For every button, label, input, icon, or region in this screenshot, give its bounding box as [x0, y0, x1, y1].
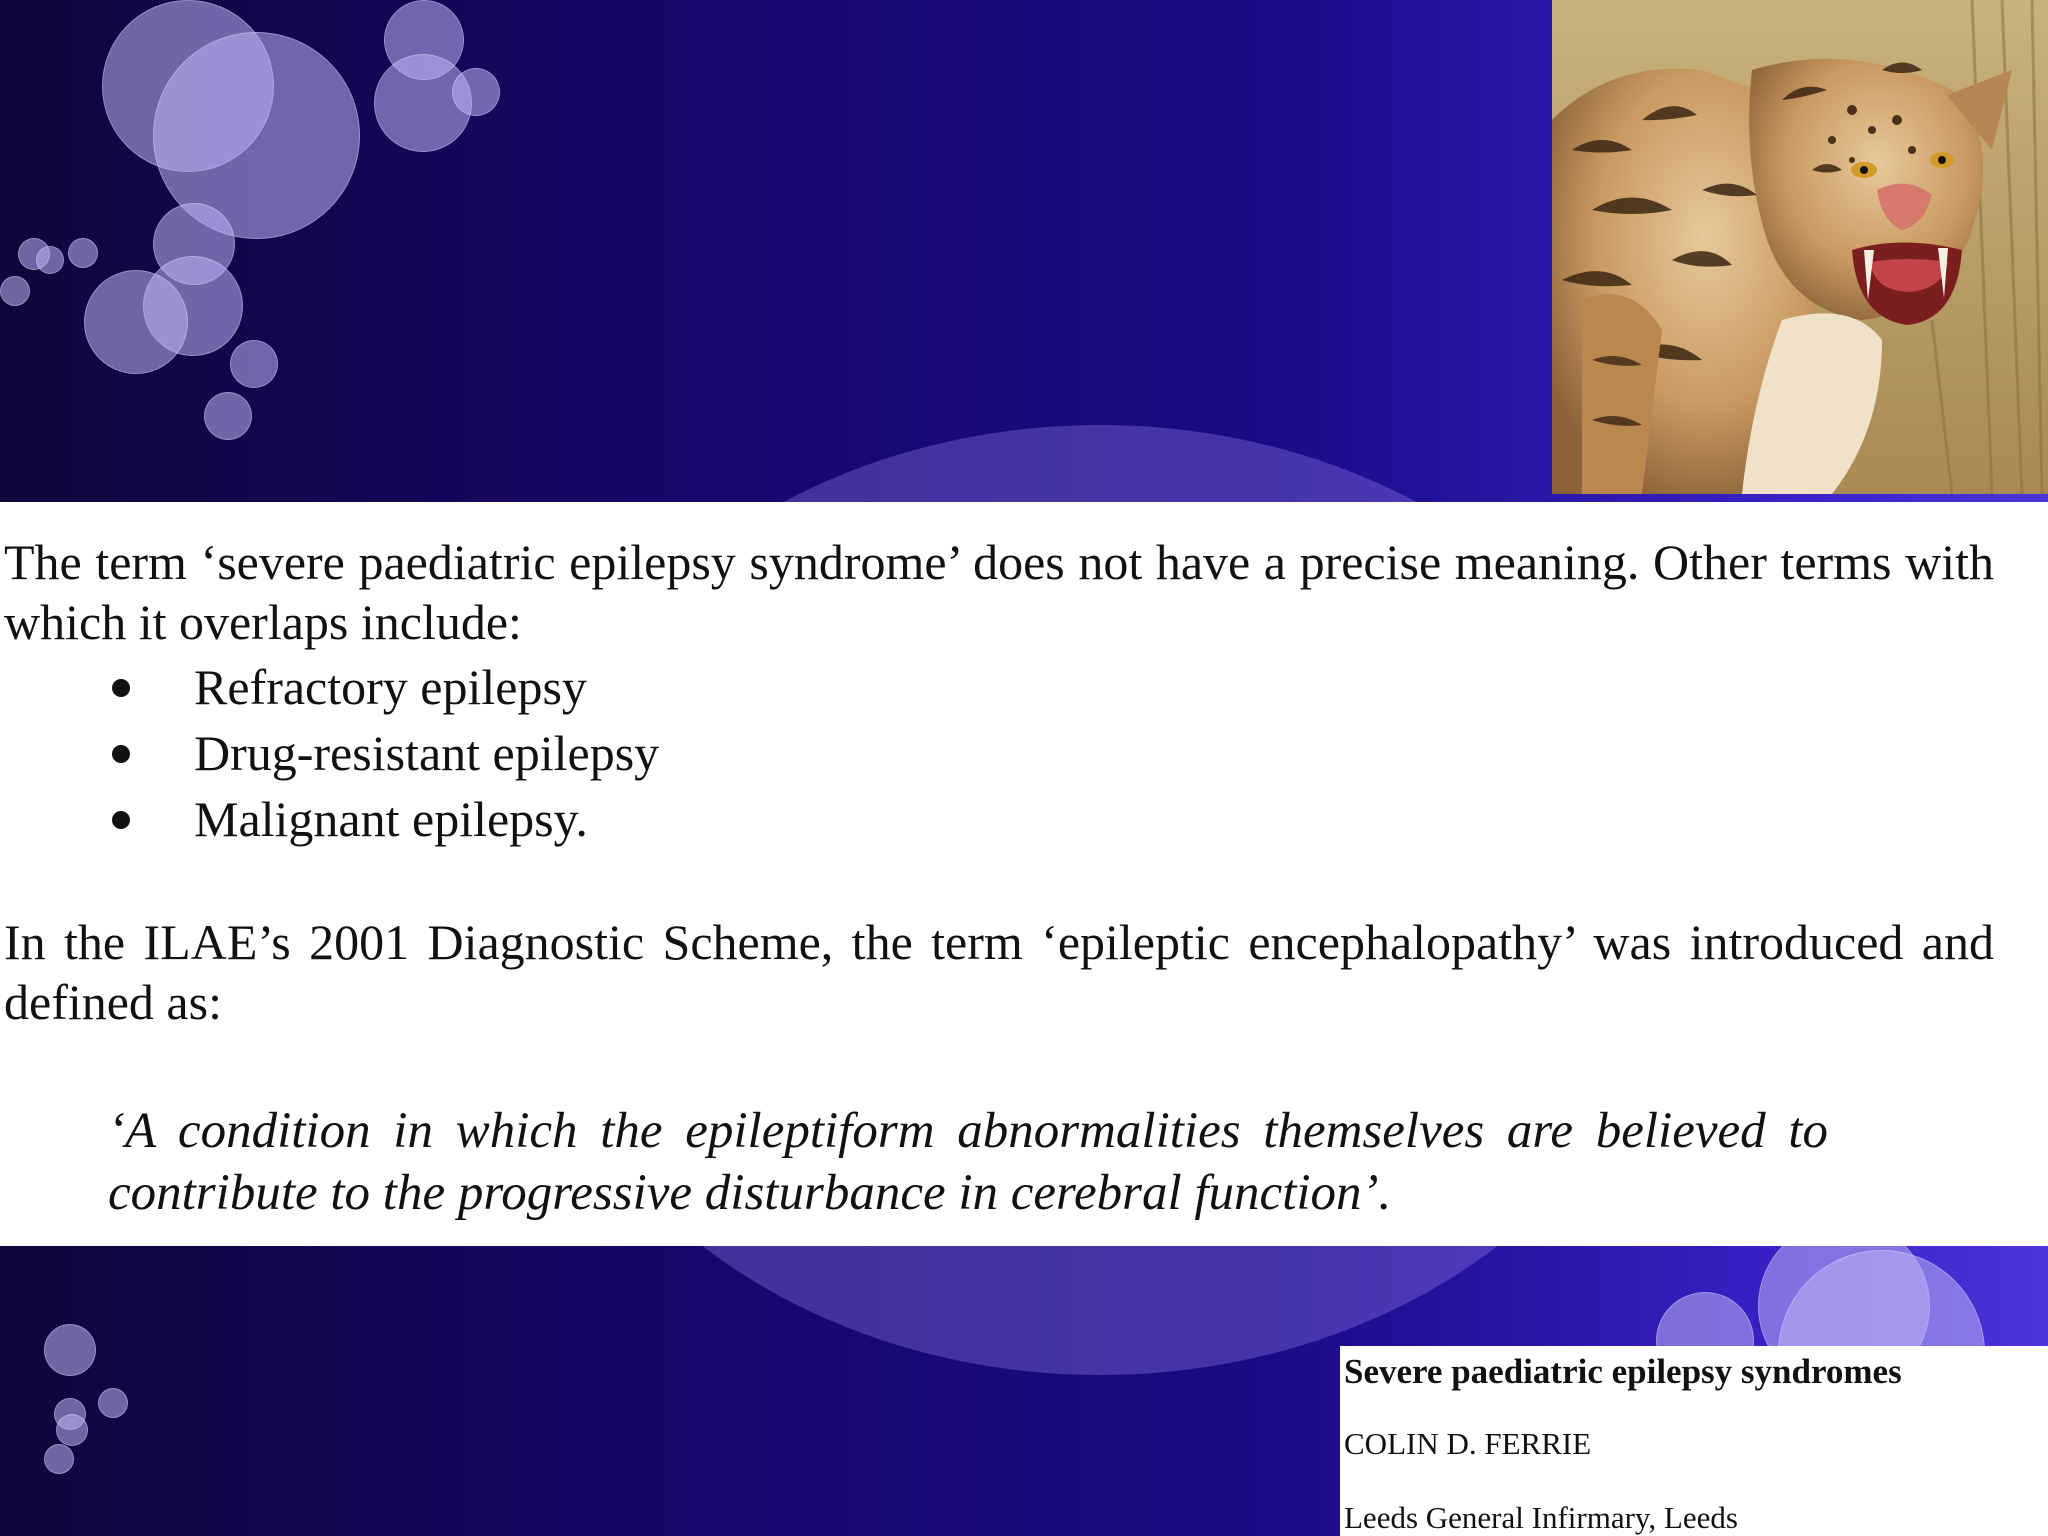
ilae-paragraph: In the ILAE’s 2001 Diagnostic Scheme, the term ‘epileptic encephalopathy’ was introduced and defined as:	[4, 914, 1994, 1030]
overlapping-terms-list	[4, 654, 2008, 852]
list-item-text: Malignant epilepsy.	[194, 791, 588, 847]
bubble-decoration	[204, 392, 252, 440]
citation-title: Severe paediatric epilepsy syndromes	[1344, 1352, 1902, 1391]
citation-affiliation: Leeds General Infirmary, Leeds	[1344, 1500, 1738, 1535]
list-item-text: Refractory epilepsy	[194, 659, 587, 715]
citation-author: COLIN D. FERRIE	[1344, 1426, 1592, 1461]
intro-paragraph: The term ‘severe paediatric epilepsy syndrome’ does not have a precise meaning. Other terms with which it overlaps include:	[4, 534, 1994, 650]
bullet-icon	[112, 745, 130, 763]
bubble-decoration	[44, 1324, 96, 1376]
list-item	[4, 786, 2008, 852]
bubble-decoration	[0, 276, 30, 306]
bubble-decoration	[36, 246, 64, 274]
list-item-text: Drug-resistant epilepsy	[194, 725, 660, 781]
bubble-decoration	[84, 270, 188, 374]
bullet-icon	[112, 811, 130, 829]
list-item	[4, 654, 2008, 720]
list-item	[4, 720, 2008, 786]
bubble-decoration	[452, 68, 500, 116]
bubble-decoration	[230, 340, 278, 388]
citation-box	[1340, 1346, 2048, 1536]
bubble-decoration	[68, 238, 98, 268]
sabertooth-cat-illustration	[1552, 0, 2048, 494]
content-panel	[0, 502, 2048, 1246]
bullet-icon	[112, 679, 130, 697]
definition-quote: ‘A condition in which the epileptiform abnormalities themselves are believed to contribute to the progressive disturbance in cerebral function’.	[108, 1103, 1828, 1221]
bubble-decoration	[98, 1388, 128, 1418]
sabertooth-cat-image	[1552, 0, 2048, 494]
bubble-decoration	[56, 1414, 88, 1446]
bubble-decoration	[44, 1444, 74, 1474]
